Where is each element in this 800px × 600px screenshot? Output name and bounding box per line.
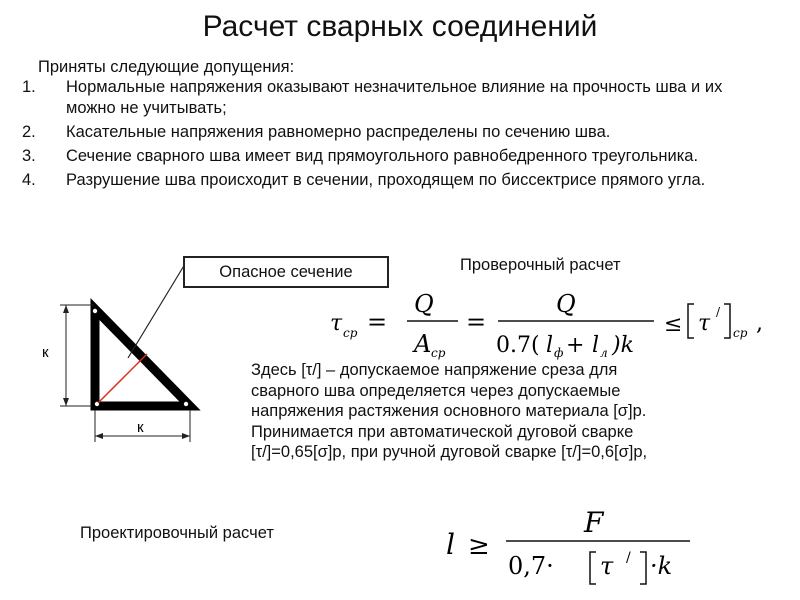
formula-l: l	[446, 528, 455, 561]
bracket-left	[688, 304, 694, 338]
page-title: Расчет сварных соединений	[202, 10, 598, 43]
formula-sub: ф	[554, 346, 564, 360]
list-item-number: 1.	[22, 78, 36, 96]
formula-num: Q	[556, 290, 576, 318]
explanation-text	[251, 360, 771, 463]
formula-geq: ≥	[468, 531, 490, 561]
arrow-up-icon	[63, 305, 69, 313]
formula-prime: /	[626, 550, 631, 566]
explanation-line: напряжения растяжения основного материала [σ]р.	[251, 402, 647, 420]
formula-num: Q	[414, 290, 434, 318]
formula-den-part: l	[546, 333, 554, 358]
formula-den-part: l	[592, 333, 600, 358]
list-item-text: Касательные напряжения равномерно распределены по сечению шва.	[66, 123, 611, 141]
bracket-right	[640, 552, 646, 584]
formula-den: A	[414, 330, 432, 358]
leader-line	[128, 264, 185, 358]
bisector-line	[98, 354, 147, 403]
list-item-number: 4.	[22, 171, 36, 189]
formula-den-part: ·k	[650, 552, 673, 580]
explanation-line: Принимается при автоматической дуговой сварке	[251, 422, 634, 441]
formula-den-part: 0,7·	[508, 552, 554, 580]
arrow-left-icon	[95, 433, 103, 439]
list-item-number: 2.	[22, 123, 36, 141]
explanation-line: Здесь [τ/] – допускаемое напряжение среза для	[251, 361, 618, 379]
bracket-left	[590, 552, 596, 584]
formula-sub: л	[600, 346, 608, 360]
leg-label-vertical: к	[42, 344, 49, 361]
formula-sub: ср	[343, 326, 358, 340]
design-formula	[446, 506, 690, 584]
explanation-line: сварного шва определяется через допускаемые	[251, 381, 621, 400]
formula-den-part: )k	[612, 333, 634, 358]
check-formula	[330, 290, 763, 360]
formula-sub: ср	[431, 346, 446, 360]
formula-den-part: +	[566, 333, 585, 358]
formula-tau: τ	[698, 311, 711, 336]
list-item-text: Разрушение шва происходит в сечении, проходящем по биссектрисе прямого угла.	[66, 171, 706, 189]
arrow-right-icon	[182, 433, 190, 439]
formula-tau: τ	[600, 552, 614, 580]
assumptions-intro: Приняты следующие допущения:	[38, 58, 295, 76]
list-item-number: 3.	[22, 147, 36, 165]
formula-num: F	[584, 506, 604, 539]
leg-label-horizontal: к	[137, 419, 144, 436]
design-calc-title: Проектировочный расчет	[80, 524, 274, 542]
formula-den-part: 0.7(	[496, 333, 540, 358]
danger-section-label: Опасное сечение	[183, 256, 389, 288]
formula-prime: /	[716, 305, 721, 319]
formula-equals: =	[466, 308, 487, 336]
formula-comma: ,	[756, 311, 763, 336]
formula-tau: τ	[330, 311, 343, 336]
arrow-down-icon	[63, 398, 69, 406]
check-calc-title: Проверочный расчет	[460, 256, 621, 274]
formula-leq: ≤	[664, 312, 683, 337]
formula-equals: =	[367, 308, 388, 336]
weld-corner-dot	[93, 309, 97, 313]
explanation-line: [τ/]=0,65[σ]р, при ручной дуговой сварке [τ/]=0,6[σ]р,	[251, 443, 648, 461]
formula-sub: ср	[733, 326, 748, 340]
list-item-text: Сечение сварного шва имеет вид прямоугольного равнобедренного треугольника.	[66, 147, 699, 165]
weld-corner-dot	[184, 402, 188, 406]
list-item-text: Нормальные напряжения оказывают незначительное влияние на прочность шва и их можно не учитывать;	[66, 78, 723, 117]
bracket-right	[724, 304, 730, 338]
